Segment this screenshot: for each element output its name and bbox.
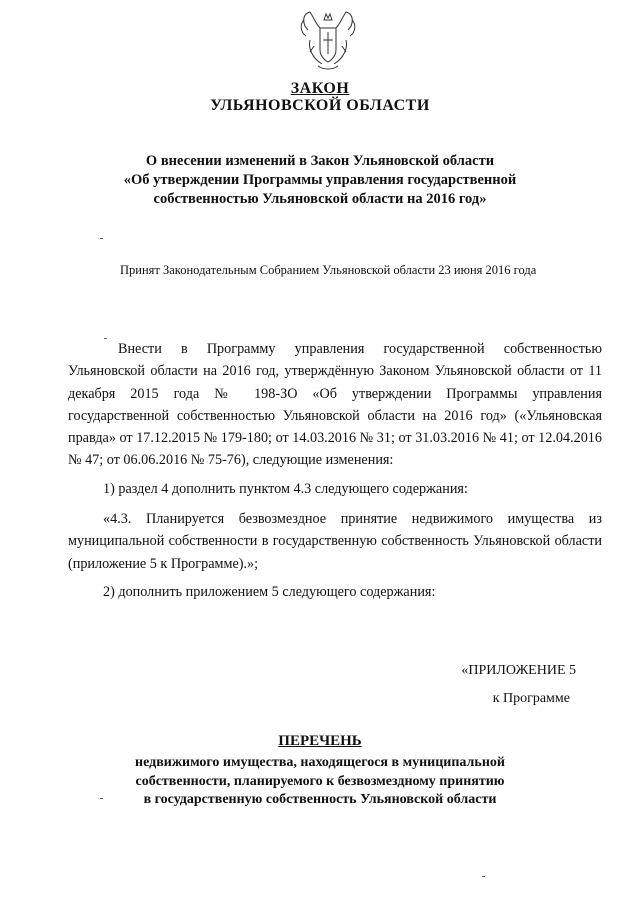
region-title: УЛЬЯНОВСКОЙ ОБЛАСТИ [210, 97, 430, 114]
quote-4-3: «4.3. Планируется безвозмездное принятие недвижимого имущества из муниципальной собственности в государственную собственность Ульяновской области (приложение 5 к Программе).»; [68, 511, 602, 572]
scan-mark [104, 338, 107, 339]
subject-line: собственностью Ульяновской области на 2016 год» [153, 191, 487, 207]
scan-mark [482, 876, 485, 877]
list-title: ПЕРЕЧЕНЬ [278, 733, 362, 749]
scan-mark [100, 238, 103, 239]
law-subject [0, 152, 640, 209]
list-subtitle-line: собственности, планируемого к безвозмездному принятию [135, 773, 505, 789]
adoption-note: Принят Законодательным Собранием Ульяновской области 23 июня 2016 года [120, 263, 537, 277]
appendix-label: «ПРИЛОЖЕНИЕ 5 [461, 663, 576, 678]
coat-of-arms-icon [298, 6, 358, 74]
intro-paragraph: Внести в Программу управления государственной собственностью Ульяновской области на 2016 год, утверждённую Законом Ульяновской области от 11 декабря 2015 года № 198-ЗО «Об утверждении Программы управления государственной собственностью Ульяновской области на 2016 год» («Ульяновская правда» от 17.12.2015 № 179-180; от 14.03.2016 № 31; от 31.03.2016 № 41; от 12.04.2016 № 47; от 06.06.2016 № 75-76), следующие изменения: [68, 341, 602, 469]
list-subtitle [0, 754, 640, 810]
subject-line: О внесении изменений в Закон Ульяновской области [145, 153, 495, 169]
list-subtitle-line: в государственную собственность Ульяновской области [143, 792, 497, 807]
appendix-to-program: к Программе [492, 691, 570, 706]
item-2: 2) дополнить приложением 5 следующего содержания: [103, 583, 436, 600]
item-1: 1) раздел 4 дополнить пунктом 4.3 следующего содержания: [103, 480, 468, 497]
law-body [68, 338, 602, 603]
law-title: ЗАКОН [290, 80, 350, 97]
subject-line: «Об утверждении Программы управления государственной [123, 172, 517, 188]
list-subtitle-line: недвижимого имущества, находящегося в муниципальной [135, 755, 505, 770]
scan-mark [100, 798, 103, 799]
